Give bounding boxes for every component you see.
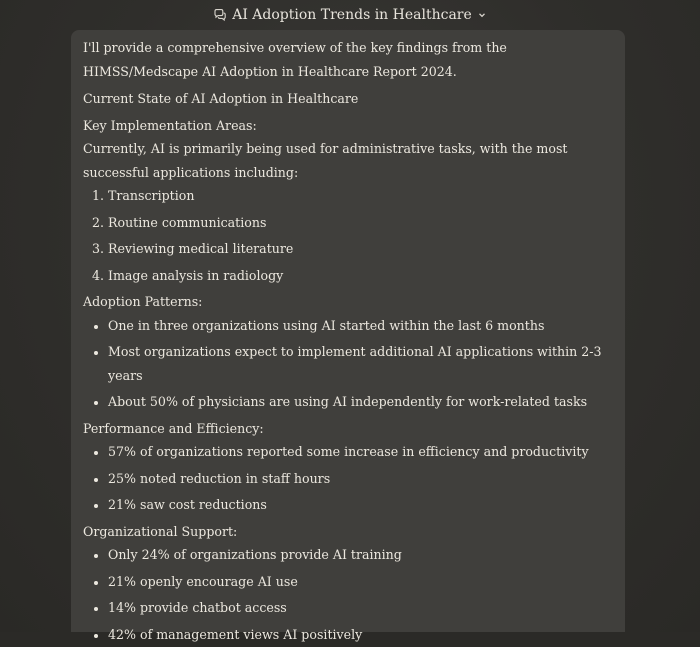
section-support xyxy=(83,520,613,647)
section-text: Currently, AI is primarily being used for administrative tasks, with the most successful applications including: xyxy=(83,141,568,180)
conversation-title: AI Adoption Trends in Healthcare xyxy=(232,7,472,23)
list-item: • Most organizations expect to implement additional AI applications within 2-3 years xyxy=(108,340,613,387)
message-intro: I'll provide a comprehensive overview of the key findings from the HIMSS/Medscape AI Adoption in Healthcare Report 2024. xyxy=(83,40,507,79)
list-item: • 57% of organizations reported some increase in efficiency and productivity xyxy=(108,440,613,464)
section-label: Key Implementation Areas: xyxy=(83,117,257,133)
chat-bubbles-icon xyxy=(213,8,227,22)
conversation-title-menu[interactable] xyxy=(0,0,700,30)
list-item: • 21% openly encourage AI use xyxy=(108,570,613,594)
list-item: 1. Transcription xyxy=(108,184,613,208)
section-key-areas xyxy=(83,114,613,288)
section-label: Organizational Support: xyxy=(83,523,238,539)
section-label: Adoption Patterns: xyxy=(83,294,203,309)
list-item: • 42% of management views AI positively xyxy=(108,623,613,647)
list-item: • 14% provide chatbot access xyxy=(108,596,613,620)
list-item: • Only 24% of organizations provide AI training xyxy=(108,543,613,567)
list-item: 3. Reviewing medical literature xyxy=(108,237,613,261)
message-heading: Current State of AI Adoption in Healthcare xyxy=(83,91,359,106)
list-item: 4. Image analysis in radiology xyxy=(108,264,613,288)
list-item: • 25% noted reduction in staff hours xyxy=(108,467,613,491)
list-item: • 21% saw cost reductions xyxy=(108,493,613,517)
list-item: 2. Routine communications xyxy=(108,211,613,235)
assistant-message xyxy=(71,30,625,642)
section-performance xyxy=(83,417,613,517)
key-areas-list xyxy=(83,184,613,287)
section-adoption xyxy=(83,290,613,414)
list-item: • One in three organizations using AI started within the last 6 months xyxy=(108,314,613,338)
list-item: • About 50% of physicians are using AI independently for work-related tasks xyxy=(108,390,613,414)
chevron-down-icon xyxy=(477,10,487,20)
performance-list xyxy=(83,440,613,517)
section-label: Performance and Efficiency: xyxy=(83,420,264,436)
adoption-list xyxy=(83,314,613,414)
support-list xyxy=(83,543,613,646)
